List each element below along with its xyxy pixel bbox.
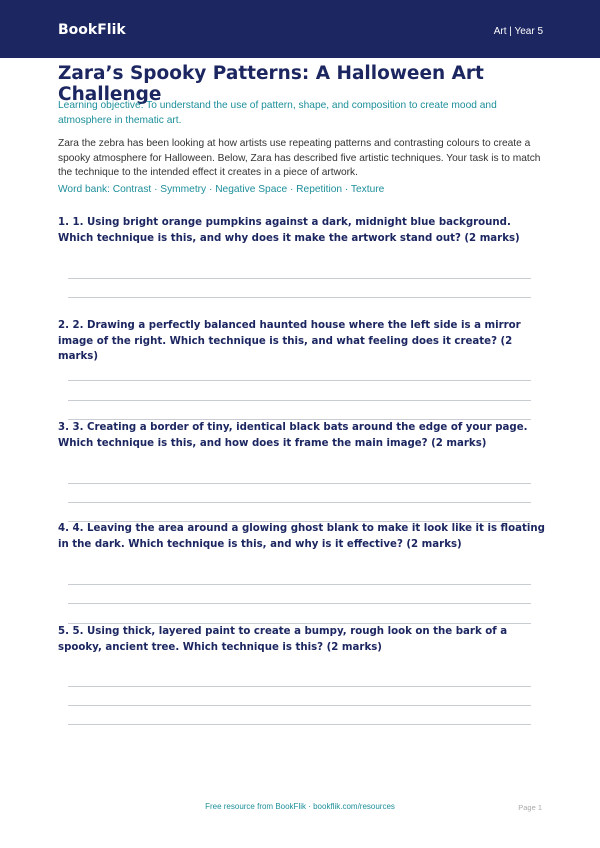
answer-line: [68, 400, 531, 401]
answer-line: [68, 584, 531, 585]
answer-line: [68, 502, 531, 503]
footer-link[interactable]: Free resource from BookFlik · bookflik.com/resources: [205, 802, 395, 811]
question-4: 4. 4. Leaving the area around a glowing ghost blank to make it look like it is floating in the dark. Which technique is this, and why is it effective? (2 marks): [58, 523, 545, 550]
question-5: 5. 5. Using thick, layered paint to create a bumpy, rough look on the bark of a spooky, ancient tree. Which technique is this? (2 marks): [58, 626, 508, 653]
answer-line: [68, 380, 531, 381]
answer-line: [68, 278, 531, 279]
page-number: Page 1: [518, 803, 542, 812]
page-title: Zara’s Spooky Patterns: A Halloween Art Challenge: [58, 63, 484, 105]
question-1: 1. 1. Using bright orange pumpkins against a dark, midnight blue background. Which technique is this, and why does it make the artwork stand out? (2 marks): [58, 217, 520, 244]
answer-line: [68, 686, 531, 687]
question-3: 3. 3. Creating a border of tiny, identical black bats around the edge of your page. Which technique is this, and how does it frame the main image? (2 marks): [58, 422, 528, 449]
answer-line: [68, 297, 531, 298]
intro-paragraph: Zara the zebra has been looking at how artists use repeating patterns and contrasting colours to create a spooky atmosphere for Halloween. Below, Zara has described five artistic techniques. Your task is to match the technique to the intended effect it creates in a piece of artwork.: [58, 138, 541, 178]
learning-objective: Learning objective: To understand the use of pattern, shape, and composition to create mood and atmosphere in thematic art.: [58, 100, 497, 126]
answer-line: [68, 705, 531, 706]
answer-line: [68, 483, 531, 484]
page-header: [0, 0, 600, 58]
question-2: 2. 2. Drawing a perfectly balanced haunted house where the left side is a mirror image of the right. Which technique is this, and what feeling does it create? (2 marks): [58, 320, 521, 362]
brand-logo: BookFlik: [58, 22, 126, 38]
answer-line: [68, 724, 531, 725]
answer-line: [68, 603, 531, 604]
word-bank: Word bank: Contrast · Symmetry · Negative Space · Repetition · Texture: [58, 184, 385, 195]
subject-year-label: Art | Year 5: [493, 26, 543, 37]
